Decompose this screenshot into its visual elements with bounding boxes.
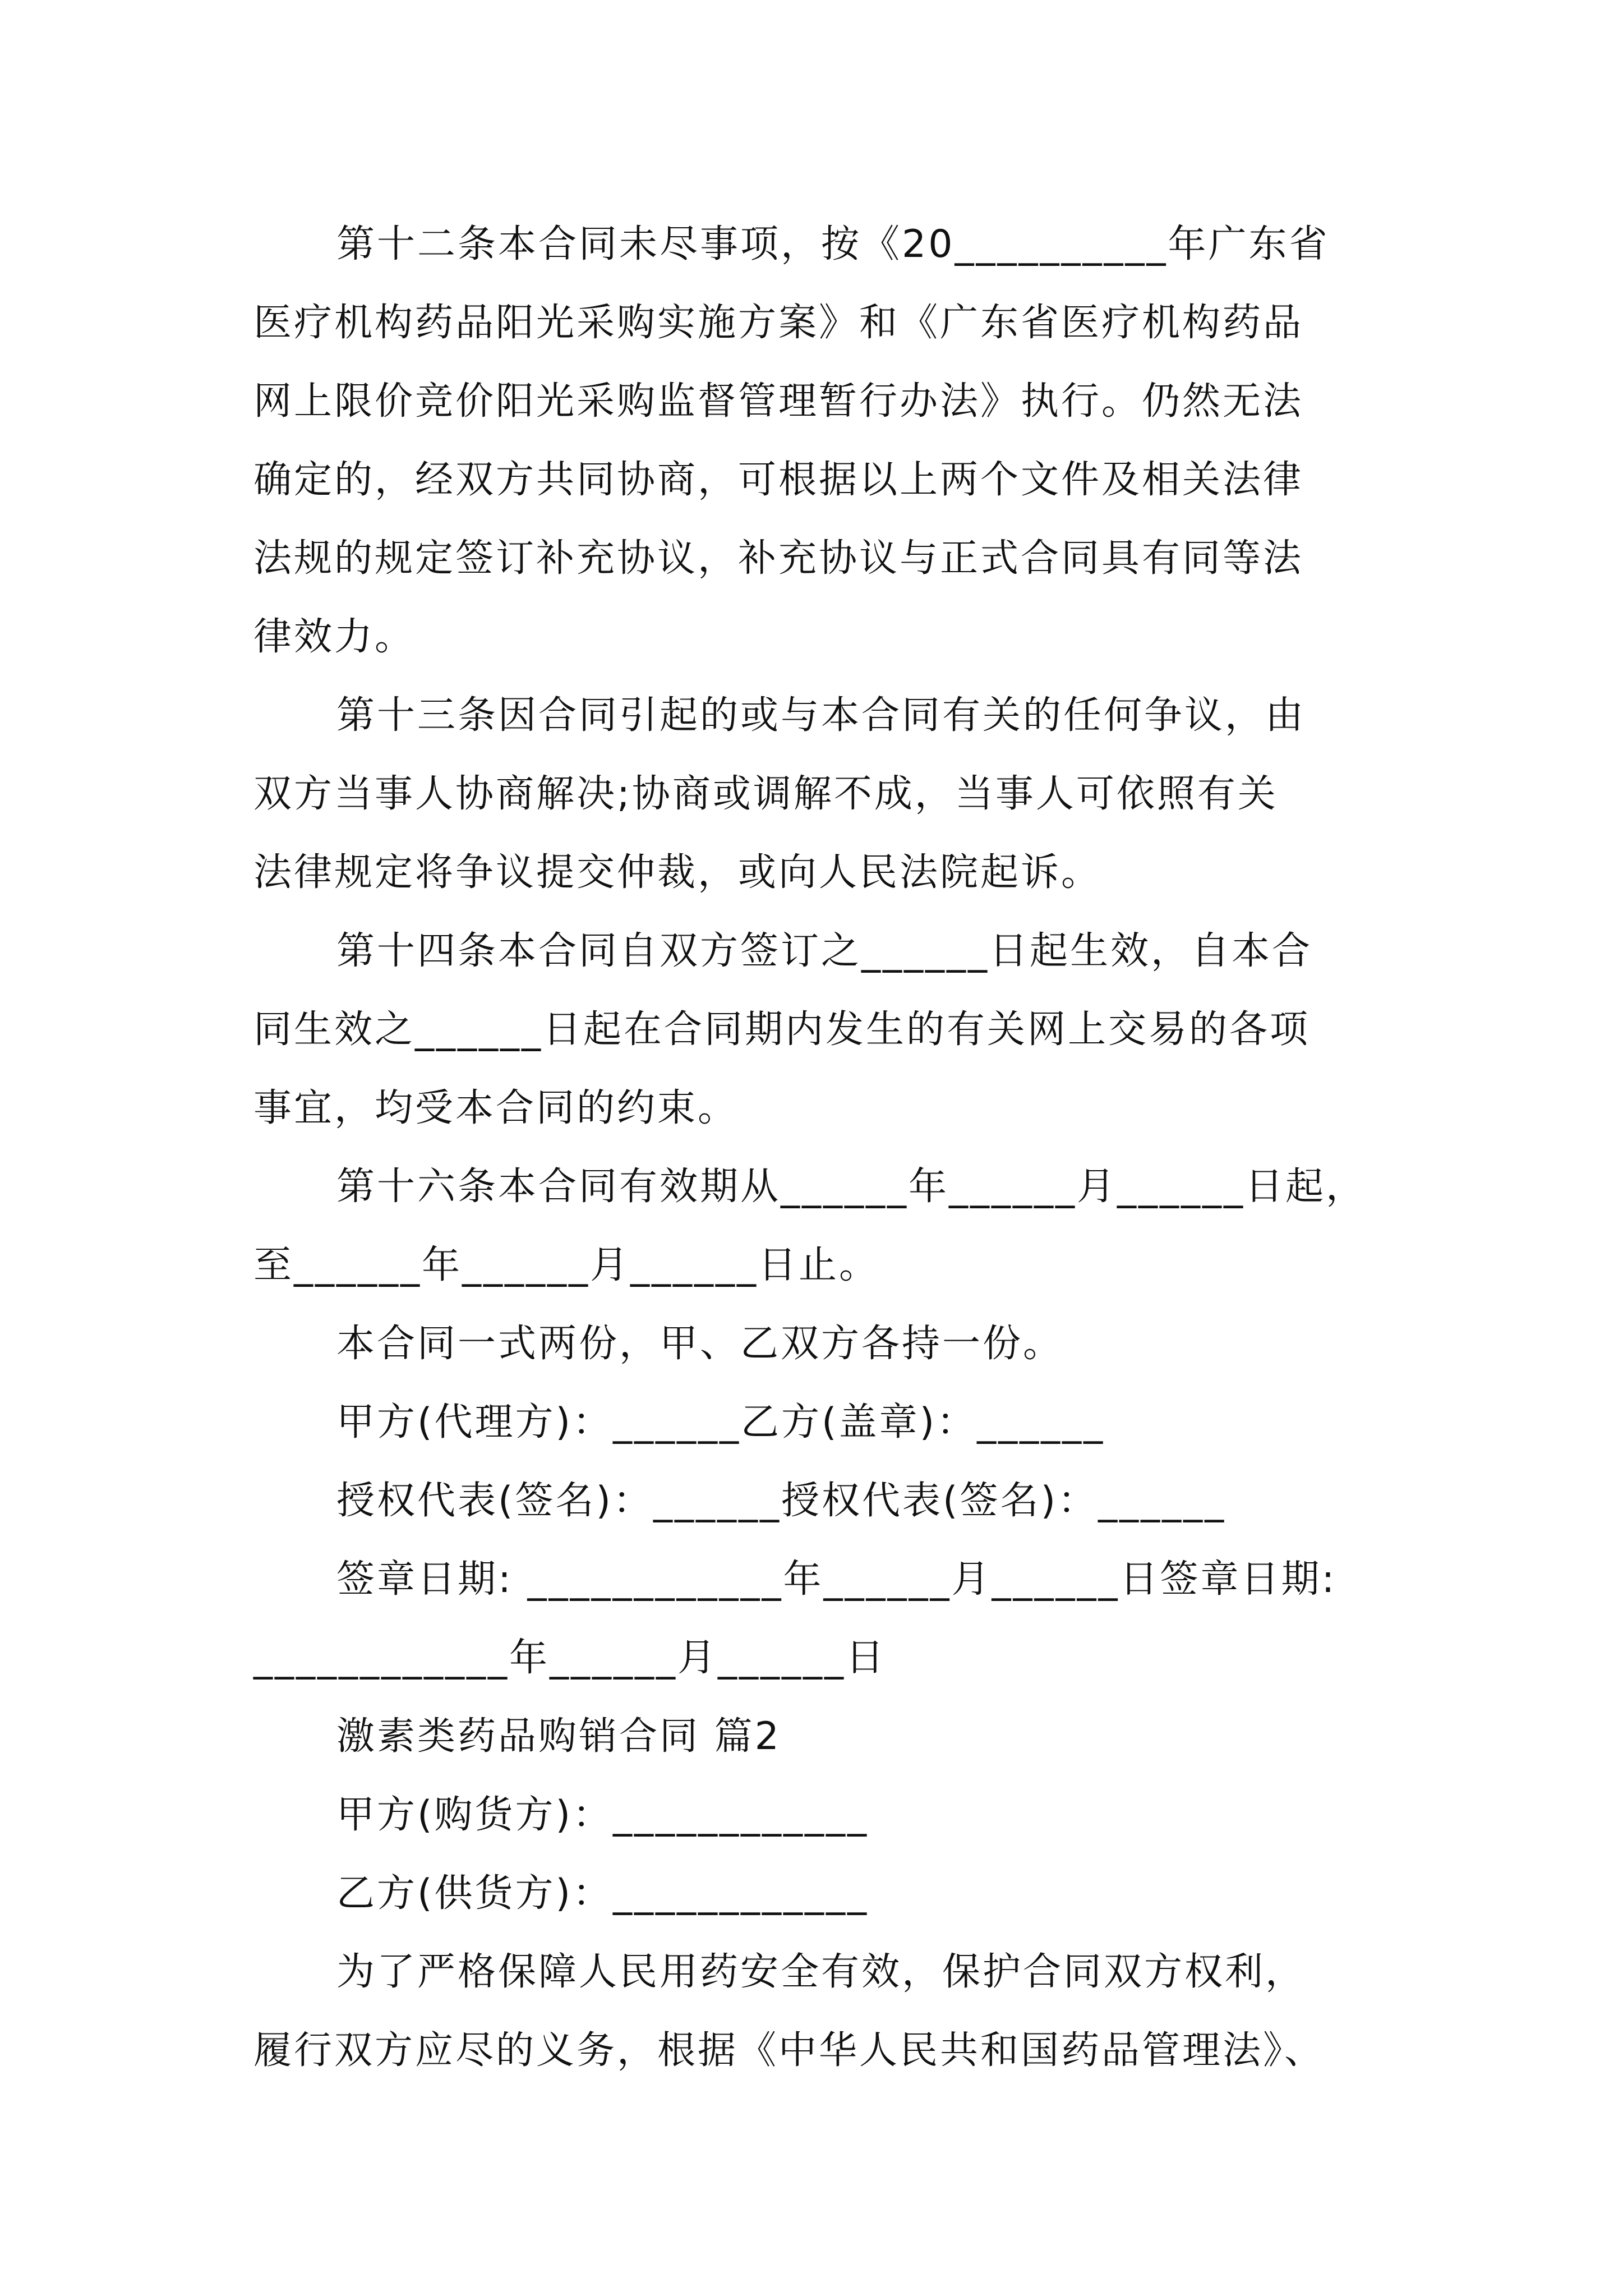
buyer-party-line: 甲方(购货方)：____________	[336, 1793, 869, 1837]
clause-12-line-2: 医疗机构药品阳光采购实施方案》和《广东省医疗机构药品	[253, 301, 1304, 345]
signing-date-line-2: ____________年______月______日	[253, 1636, 887, 1680]
clause-13-line-1: 第十三条因合同引起的或与本合同有关的任何争议，由	[336, 693, 1306, 738]
clause-16-line-2: 至______年______月______日止。	[253, 1243, 880, 1287]
clause-14-line-3: 事宜，均受本合同的约束。	[253, 1086, 739, 1130]
clause-14-line-1: 第十四条本合同自双方签订之______日起生效，自本合	[336, 929, 1313, 973]
authorized-rep-line: 授权代表(签名)：______授权代表(签名)：______	[336, 1479, 1227, 1523]
clause-12-line-3: 网上限价竞价阳光采购监督管理暂行办法》执行。仍然无法	[253, 379, 1304, 424]
signing-date-line-1: 签章日期: ____________年______月______日签章日期:	[336, 1557, 1337, 1602]
section-title: 激素类药品购销合同 篇2	[336, 1714, 781, 1759]
supplier-party-line: 乙方(供货方)：____________	[336, 1871, 869, 1916]
clause-13-line-3: 法律规定将争议提交仲裁，或向人民法院起诉。	[253, 850, 1102, 895]
clause-14-line-2: 同生效之______日起在合同期内发生的有关网上交易的各项	[253, 1007, 1311, 1052]
clause-12-line-1: 第十二条本合同未尽事项，按《20__________年广东省	[336, 222, 1330, 266]
clause-13-line-2: 双方当事人协商解决;协商或调解不成，当事人可依照有关	[253, 772, 1278, 816]
clause-12-line-5: 法规的规定签订补充协议，补充协议与正式合同具有同等法	[253, 536, 1304, 581]
clause-12-line-4: 确定的，经双方共同协商，可根据以上两个文件及相关法律	[253, 458, 1304, 502]
clause-12-line-6: 律效力。	[253, 615, 416, 659]
copies-statement: 本合同一式两份，甲、乙双方各持一份。	[336, 1322, 1064, 1366]
preamble-line-1: 为了严格保障人民用药安全有效，保护合同双方权利，	[336, 1950, 1306, 1994]
preamble-line-2: 履行双方应尽的义务，根据《中华人民共和国药品管理法》、	[253, 2028, 1325, 2073]
party-stamp-line: 甲方(代理方)：______乙方(盖章)：______	[336, 1400, 1105, 1444]
clause-16-line-1: 第十六条本合同有效期从______年______月______日起，	[336, 1165, 1367, 1209]
